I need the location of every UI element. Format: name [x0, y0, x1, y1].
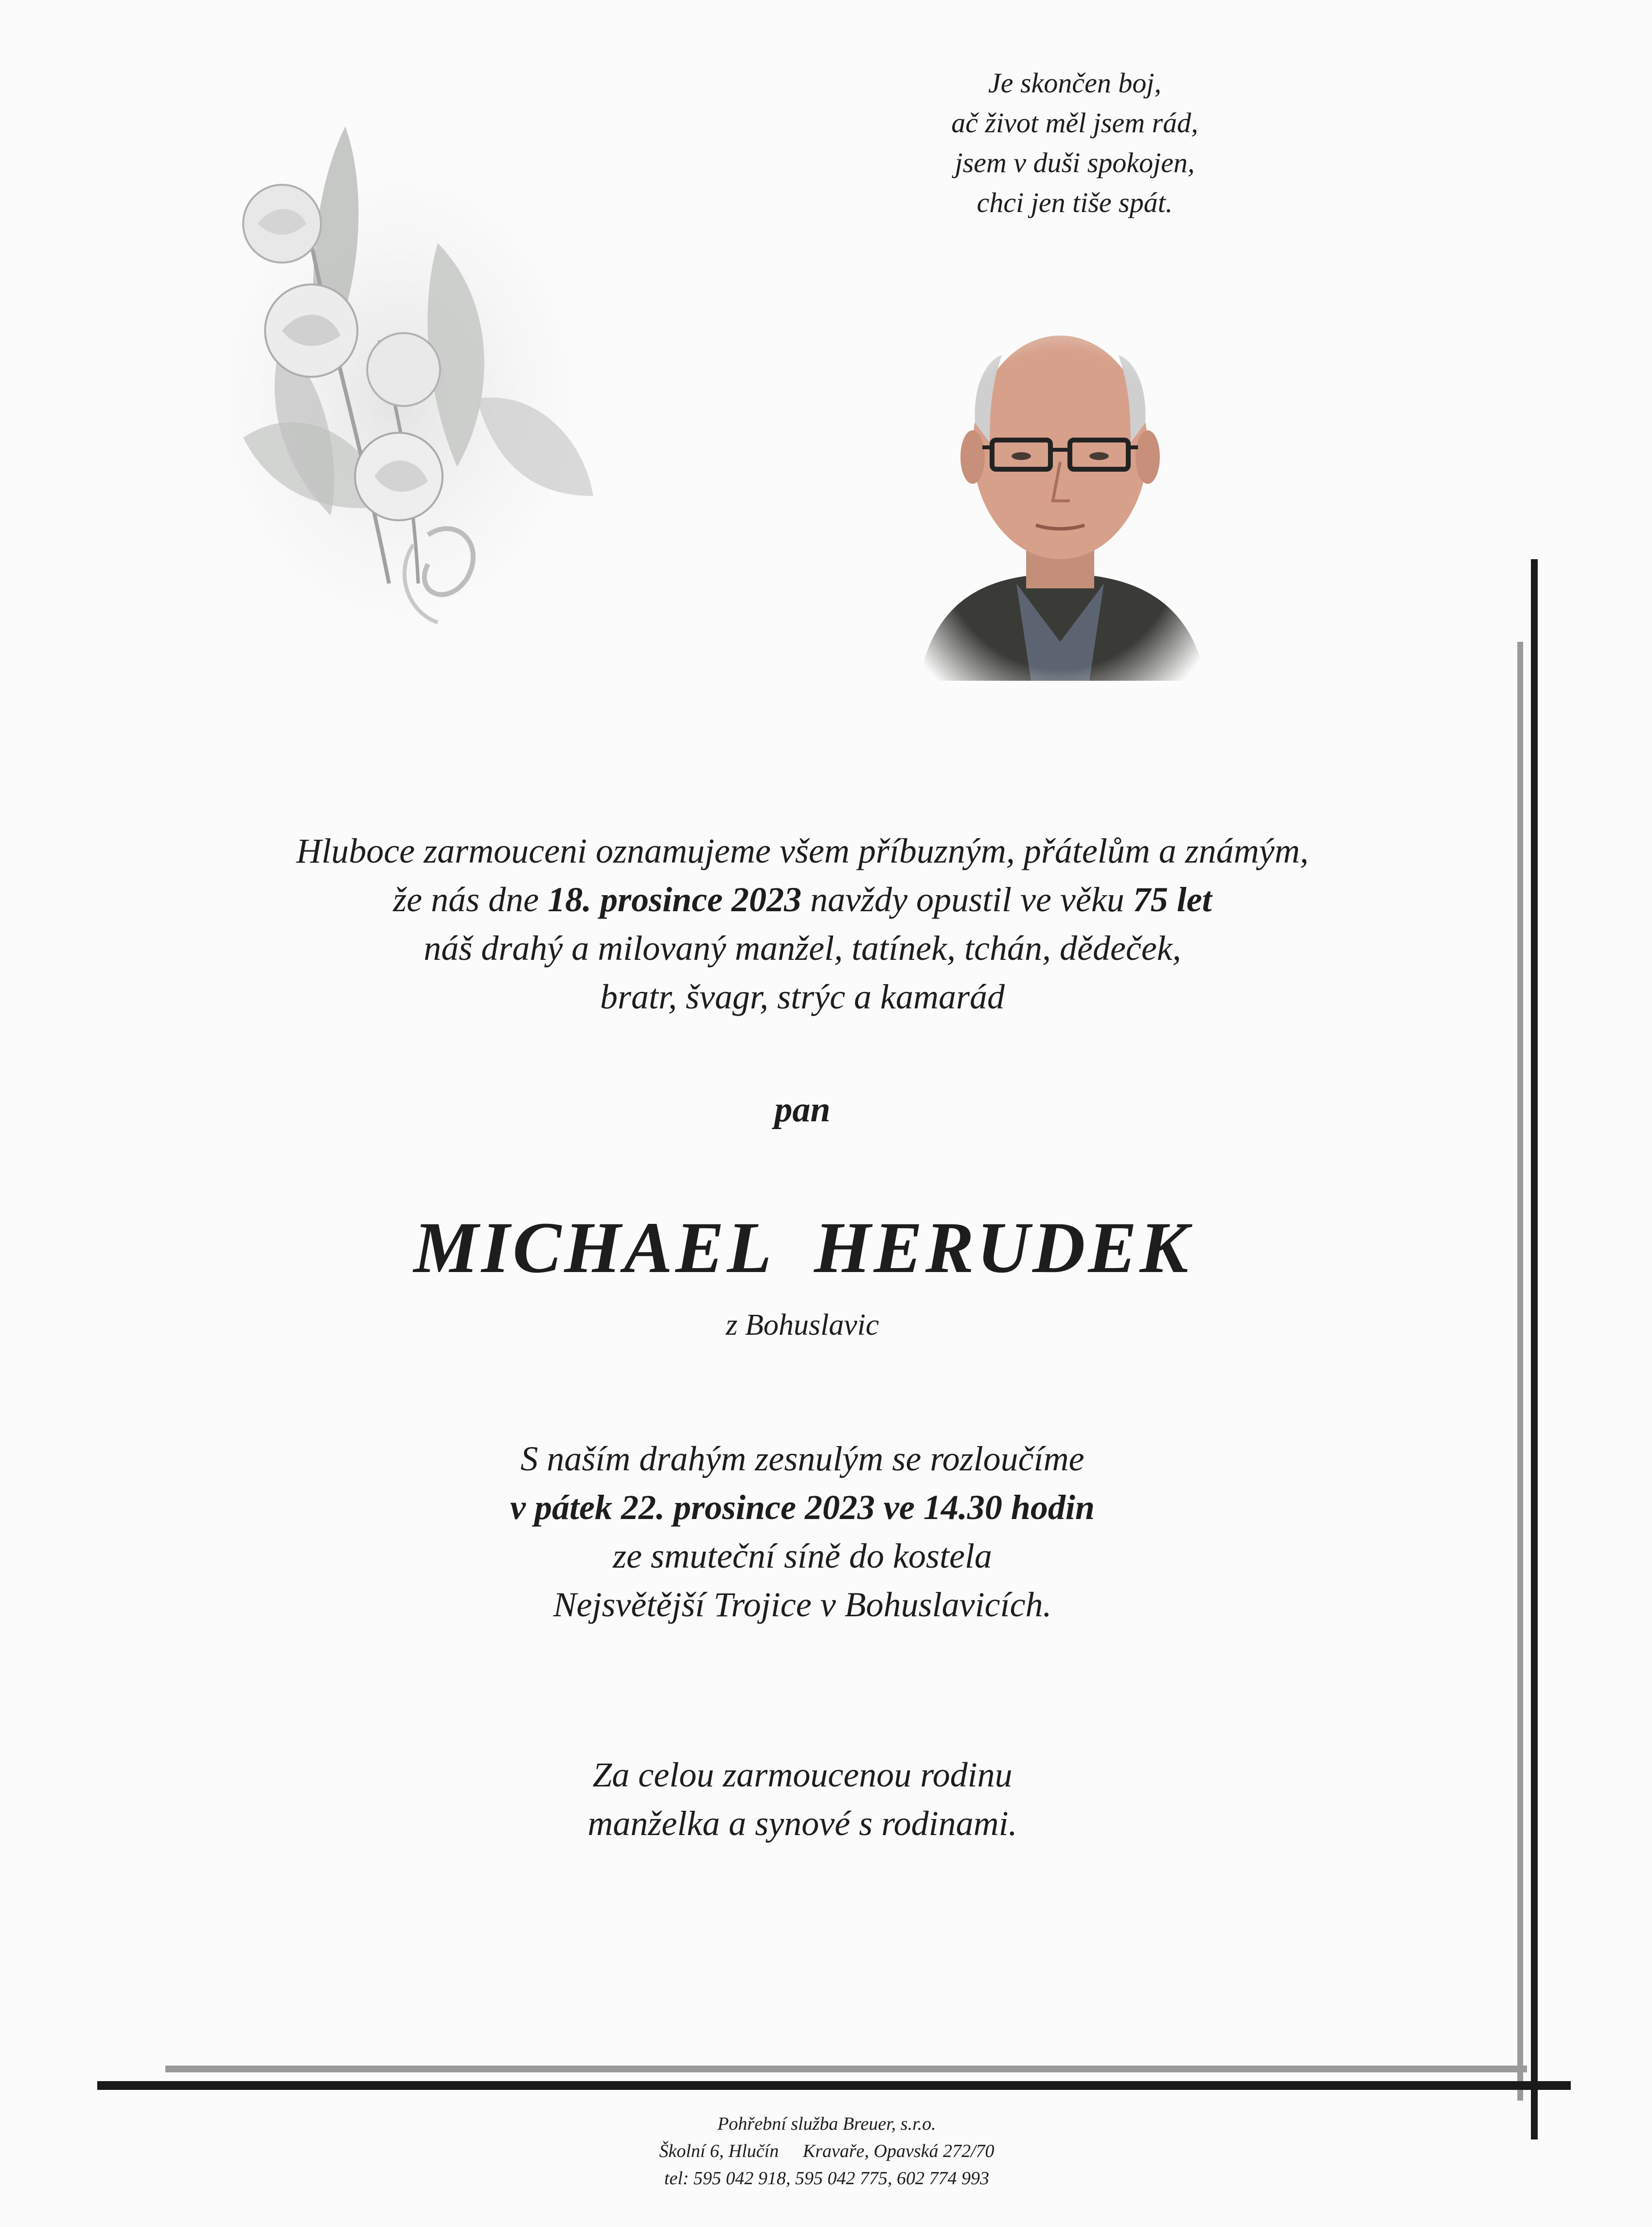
funeral-service-footer — [535, 2110, 1119, 2192]
family-signature — [292, 1750, 1313, 1848]
address-hlucin: Školní 6, Hlučín — [659, 2141, 779, 2161]
deceased-origin: z Bohuslavic — [726, 1308, 879, 1342]
funeral-service-name: Pohřební služba Breuer, s.r.o. — [717, 2114, 936, 2134]
border-line-horizontal-dark — [97, 2081, 1571, 2090]
border-line-vertical-dark — [1531, 559, 1538, 2139]
border-line-horizontal-grey — [165, 2066, 1527, 2072]
date-of-death: 18. prosince 2023 — [548, 880, 802, 919]
portrait-photo — [905, 301, 1216, 681]
border-line-vertical-grey — [1517, 642, 1523, 2101]
poem-line: ač život měl jsem rád, — [951, 107, 1198, 139]
flower-illustration — [185, 97, 613, 656]
funeral-line-3: ze smuteční síně do kostela — [613, 1537, 992, 1575]
poem-line: Je skončen boj, — [988, 67, 1161, 99]
address-kravare: Kravaře, Opavská 272/70 — [802, 2141, 995, 2161]
poem-line: chci jen tiše spát. — [977, 187, 1173, 218]
phone-numbers: tel: 595 042 918, 595 042 775, 602 774 993 — [664, 2168, 990, 2189]
funeral-details — [146, 1434, 1459, 1629]
announcement-line-3: náš drahý a milovaný manžel, tatínek, tchán, dědeček, — [424, 929, 1181, 968]
announcement — [97, 827, 1508, 1021]
family-line-2: manželka a synové s rodinami. — [587, 1804, 1017, 1843]
announcement-text: navždy opustil ve věku — [801, 880, 1133, 919]
funeral-date-time: v pátek 22. prosince 2023 ve 14.30 hodin — [510, 1488, 1095, 1527]
announcement-text: že nás dne — [393, 880, 548, 919]
poem — [856, 63, 1294, 223]
funeral-service-addresses — [535, 2138, 1119, 2165]
funeral-line-1: S naším drahým zesnulým se rozloučíme — [520, 1439, 1084, 1478]
deceased-name: MICHAEL HERUDEK — [413, 1207, 1191, 1288]
announcement-line-2 — [97, 875, 1508, 924]
announcement-line-4: bratr, švagr, strýc a kamarád — [600, 977, 1005, 1016]
family-line-1: Za celou zarmoucenou rodinu — [592, 1755, 1013, 1794]
funeral-location: Nejsvětější Trojice v Bohuslavicích. — [553, 1585, 1052, 1624]
salutation: pan — [774, 1090, 831, 1130]
age: 75 let — [1133, 880, 1212, 919]
announcement-line-1: Hluboce zarmouceni oznamujeme všem příbuzným, přátelům a známým, — [296, 831, 1309, 870]
poem-line: jsem v duši spokojen, — [955, 147, 1195, 178]
